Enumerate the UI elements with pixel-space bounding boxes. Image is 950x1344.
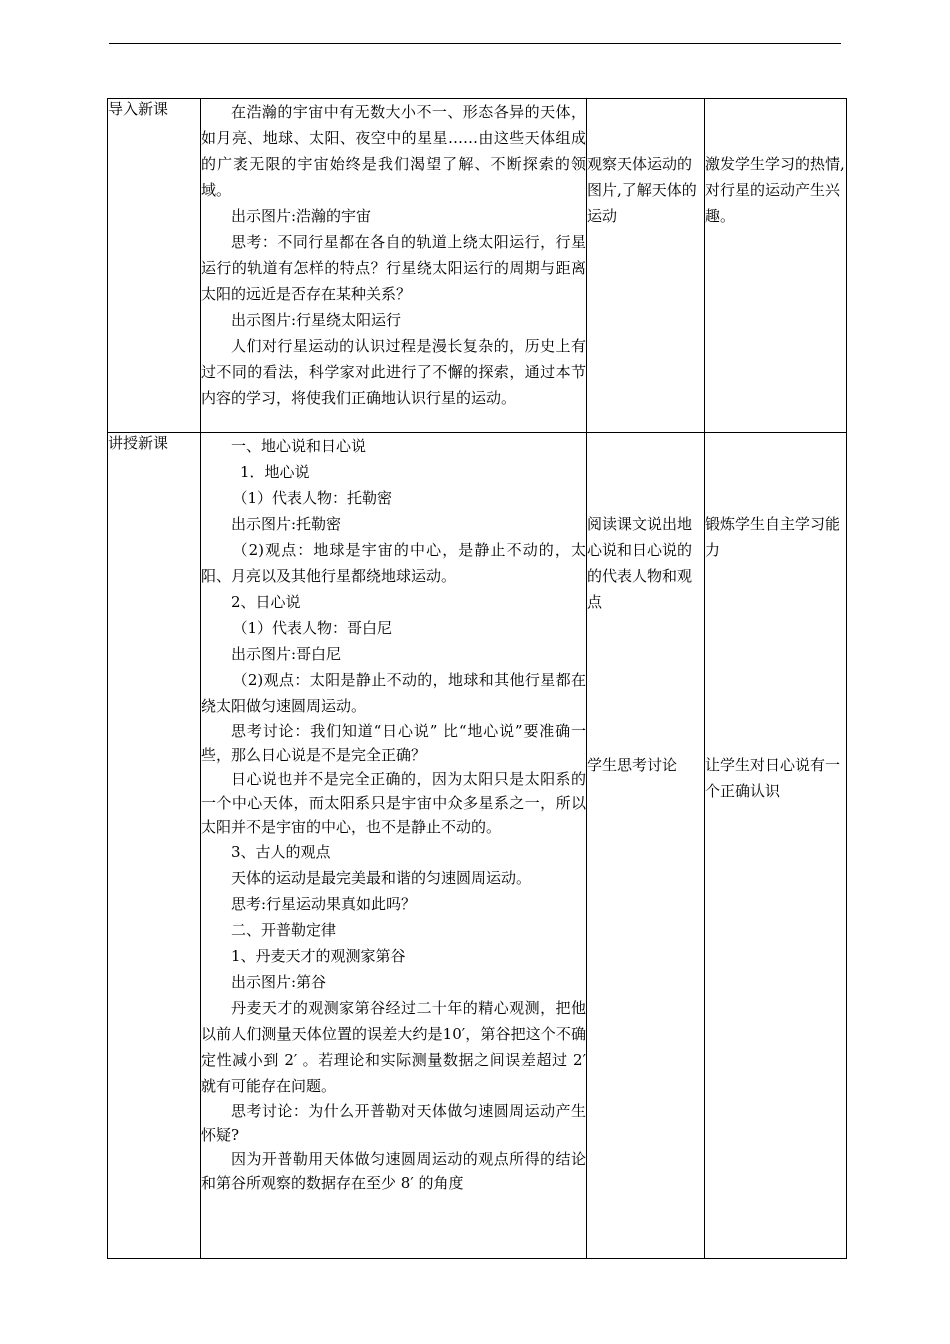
student-activity-cell (587, 99, 705, 433)
paragraph: 出示图片:行星绕太阳运行 (231, 311, 402, 329)
subsection-heading: 1、丹麦天才的观测家第谷 (231, 947, 406, 965)
content-cell (201, 433, 587, 1259)
design-purpose: 锻炼学生自主学习能力 (705, 515, 841, 559)
stage-label: 讲授新课 (108, 434, 169, 452)
stage-cell (108, 433, 201, 1259)
paragraph: 因为开普勒用天体做匀速圆周运动的观点所得的结论和第谷所观察的数据存在至少 8′ 的角度 (201, 1150, 586, 1192)
paragraph: （1）代表人物：哥白尼 (232, 619, 393, 637)
design-purpose-cell (705, 433, 847, 1259)
lesson-plan-table (107, 98, 847, 1259)
student-activity-cell (587, 433, 705, 1259)
stage-label: 导入新课 (108, 100, 169, 118)
paragraph: （1）代表人物：托勒密 (232, 489, 393, 507)
paragraph: 出示图片:托勒密 (231, 515, 342, 533)
paragraph: （2)观点：太阳是静止不动的，地球和其他行星都在绕太阳做匀速圆周运动。 (201, 671, 586, 715)
student-activity: 学生思考讨论 (587, 756, 678, 774)
paragraph: 人们对行星运动的认识过程是漫长复杂的，历史上有过不同的看法，科学家对此进行了不懈的探索，通过本节内容的学习，将使我们正确地认识行星的运动。 (201, 337, 586, 407)
table-row-intro (108, 99, 847, 433)
paragraph: 出示图片:第谷 (231, 973, 327, 991)
design-purpose-cell (705, 99, 847, 433)
header-rule (109, 43, 841, 44)
subsection-heading: 3、古人的观点 (231, 843, 331, 861)
paragraph: 出示图片:浩瀚的宇宙 (231, 207, 372, 225)
paragraph: 出示图片:哥白尼 (231, 645, 342, 663)
section-heading: 二、开普勒定律 (231, 921, 337, 939)
paragraph: 在浩瀚的宇宙中有无数大小不一、形态各异的天体，如月亮、地球、太阳、夜空中的星星……由这些天体组成的广袤无限的宇宙始终是我们渴望了解、不断探索的领域。 (201, 103, 586, 199)
stage-cell (108, 99, 201, 433)
student-activity: 观察天体运动的图片,了解天体的运动 (587, 155, 697, 225)
paragraph: 日心说也并不是完全正确的，因为太阳只是太阳系的一个中心天体，而太阳系只是宇宙中众多星系之一，所以太阳并不是宇宙的中心，也不是静止不动的。 (201, 770, 586, 836)
section-heading: 一、地心说和日心说 (231, 437, 367, 455)
paragraph: 思考:行星运动果真如此吗？ (231, 895, 417, 913)
paragraph: 思考讨论：为什么开普勒对天体做匀速圆周运动产生怀疑? (201, 1102, 586, 1144)
paragraph: 天体的运动是最完美最和谐的匀速圆周运动。 (231, 869, 532, 887)
paragraph: 思考讨论：我们知道“日心说” 比“地心说”要准确一些，那么日心说是不是完全正确？ (201, 722, 586, 764)
subsection-heading: 2、日心说 (231, 593, 301, 611)
design-purpose: 激发学生学习的热情,对行星的运动产生兴趣。 (705, 155, 845, 225)
student-activity: 阅读课文说出地心说和日心说的的代表人物和观点 (587, 515, 693, 611)
paragraph: （2)观点：地球是宇宙的中心，是静止不动的，太阳、月亮以及其他行星都绕地球运动。 (201, 541, 586, 585)
paragraph: 思考：不同行星都在各自的轨道上绕太阳运行，行星运行的轨道有怎样的特点？行星绕太阳运行的周期与距离太阳的远近是否存在某种关系？ (201, 233, 586, 303)
design-purpose: 让学生对日心说有一个正确认识 (705, 756, 841, 800)
subsection-heading: 1．地心说 (240, 463, 310, 481)
table-row-teaching (108, 433, 847, 1259)
paragraph: 丹麦天才的观测家第谷经过二十年的精心观测，把他以前人们测量天体位置的误差大约是10′，第谷把这个不确定性减小到 2′ 。若理论和实际测量数据之间误差超过 2′ 就有可能存在问题。 (201, 999, 586, 1095)
content-cell (201, 99, 587, 433)
